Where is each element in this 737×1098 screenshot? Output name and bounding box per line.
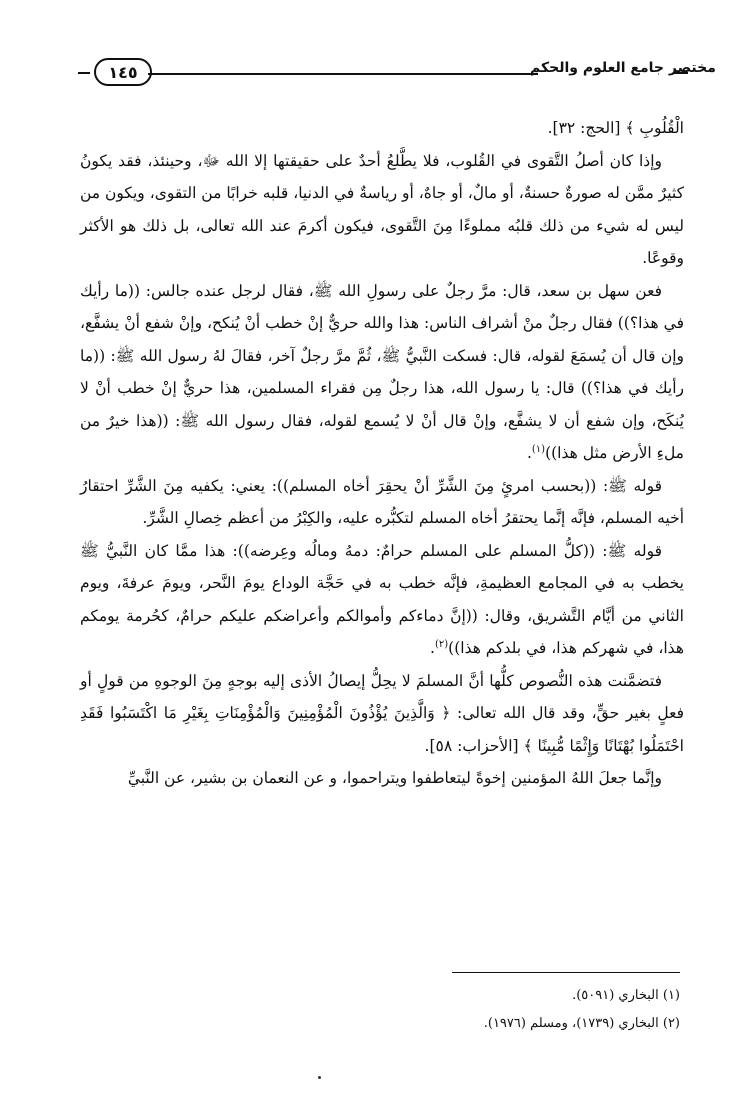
page-dot	[318, 1076, 321, 1079]
page-number-badge	[94, 58, 152, 86]
running-header	[78, 54, 716, 94]
header-right-dash	[674, 72, 688, 74]
paragraph-7: وإنَّما جعلَ اللهُ المؤمنين إخوةً ليتعاطفوا ويتراحموا، و عن النعمان بن بشير، عن النَّبيِّ	[127, 769, 662, 787]
paragraph-2: وإذا كان أصلُ التَّقوى في القُلوب، فلا يطَّلعُ أحدٌ على حقيقتها إلا الله ﷻ، وحينئذ، فقد يكونُ كثيرٌ ممَّن له صورةٌ حسنةٌ، أو مالٌ، أو جاهٌ، أو رياسةٌ في الدنيا، قلبه خرابًا من التقوى، ويكون من ليس له شيء من ذلك قلبُه مملوءًا مِنَ التَّقوى، فيكون أكرمَ عند الله تعالى، بل ذلك هو الأكثر وقوعًا.	[79, 151, 684, 267]
paragraph-4: قوله ﷺ: ((بحسب امرئٍ مِنَ الشَّرِّ أنْ يحقِرَ أخاه المسلم)): يعني: يكفيه مِنَ الشَّرِّ احتقارُ أخيه المسلم، فإنَّه إنَّما يحتقرُ أخاه المسلم لتكبُّره عليه، والكِبْرُ من أعظم خِصالِ الشَّرِّ.	[80, 476, 684, 527]
paragraph-3: فعن سهل بن سعد، قال: مرَّ رجلٌ على رسولِ الله ﷺ، فقال لرجل عنده جالس: ((ما رأيك في هذا؟)) فقال رجلٌ منْ أشراف الناس: هذا والله حريٌّ إنْ خطب أنْ يُنكح، وإنْ شفع أنْ يشفَّع، وإن قال أن يُسمَعَ لقوله، قال: فسكت النَّبيُّ ﷺ، ثُمَّ مرَّ رجلٌ آخر، فقالَ لهُ رسول الله ﷺ: ((ما رأيك في هذا؟)) قال: يا رسول الله، هذا رجلٌ مِن فقراء المسلمين، هذا حريٌّ إنْ خطب أنْ لا يُنكَح، وإن شفع أن لا يشفَّع، وإنْ قال أنْ لا يُسمع لقوله، فقال رسول الله ﷺ: ((هذا خيرٌ من ملءِ الأرض مثل هذا))$^{(١)}$.	[80, 281, 684, 462]
footnote-ref-2: (٢)	[434, 638, 449, 650]
footnotes	[80, 982, 680, 1038]
page-number: ١٤٥	[108, 62, 138, 82]
paragraph-1: الْقُلُوبِ ﴾ [الحج: ٣٢].	[547, 119, 684, 137]
header-left-dash	[78, 72, 90, 74]
main-text	[80, 112, 684, 795]
footnote-ref-1: (١)	[531, 443, 546, 455]
header-rule	[148, 73, 538, 75]
book-title: مختصر جامع العلوم والحكم	[530, 60, 716, 76]
paragraph-5-text: قوله ﷺ: ((كلُّ المسلم على المسلم حرامٌ: دمهُ ومالُه وعِرضه)): هذا ممَّا كان النَّبيُّ ﷺ يخطب به في المجامع العظيمةِ، فإنَّه خطب به في حَجَّة الوداع يومَ النَّحر، ويومَ عرفةَ، ويوم الثاني من أيَّام التَّشريق، وقال: ((إنَّ دماءكم وأموالكم وأعراضكم عليكم حرامٌ، كحُرمة يومكم هذا، في شهركم هذا، في بلدكم هذا))	[80, 541, 684, 657]
paragraph-6: فتضمَّنت هذه النُّصوص كلُّها أنَّ المسلمَ لا يحِلُّ إيصالُ الأذى إليه بوجهٍ مِنَ الوجوهِ من قولٍ أو فعلٍ بغير حقٍّ، وقد قال الله تعالى: ﴿ وَالَّذِينَ يُؤْذُونَ الْمُؤْمِنِينَ وَالْمُؤْمِنَاتِ بِغَيْرِ مَا اكْتَسَبُوا فَقَدِ احْتَمَلُوا بُهْتَانًا وَإِثْمًا مُّبِينًا ﴾ [الأحزاب: ٥٨].	[80, 671, 684, 755]
paragraph-3-text: فعن سهل بن سعد، قال: مرَّ رجلٌ على رسولِ الله ﷺ، فقال لرجل عنده جالس: ((ما رأيك في هذا؟)) فقال رجلٌ منْ أشراف الناس: هذا والله حريٌّ إنْ خطب أنْ يُنكح، وإنْ شفع أنْ يشفَّع، وإن قال أن يُسمَعَ لقوله، قال: فسكت النَّبيُّ ﷺ، ثُمَّ مرَّ رجلٌ آخر، فقالَ لهُ رسول الله ﷺ: ((ما رأيك في هذا؟)) قال: يا رسول الله، هذا رجلٌ مِن فقراء المسلمين، هذا حريٌّ إنْ خطب أنْ لا يُنكَح، وإن شفع أن لا يشفَّع، وإنْ قال أنْ لا يُسمع لقوله، فقال رسول الله ﷺ: ((هذا خيرٌ من ملءِ الأرض مثل هذا))	[80, 281, 684, 462]
footnote-2: (٢) البخاري (١٧٣٩)، ومسلم (١٩٧٦).	[483, 1016, 680, 1031]
footnote-separator	[452, 972, 680, 973]
footnote-1: (١) البخاري (٥٠٩١).	[572, 988, 680, 1003]
paragraph-5: قوله ﷺ: ((كلُّ المسلم على المسلم حرامٌ: دمهُ ومالُه وعِرضه)): هذا ممَّا كان النَّبيُّ ﷺ يخطب به في المجامع العظيمةِ، فإنَّه خطب به في حَجَّة الوداع يومَ النَّحر، ويومَ عرفةَ، ويوم الثاني من أيَّام التَّشريق، وقال: ((إنَّ دماءكم وأموالكم وأعراضكم عليكم حرامٌ، كحُرمة يومكم هذا، في شهركم هذا، في بلدكم هذا))$^{(٢)}$.	[80, 541, 684, 657]
